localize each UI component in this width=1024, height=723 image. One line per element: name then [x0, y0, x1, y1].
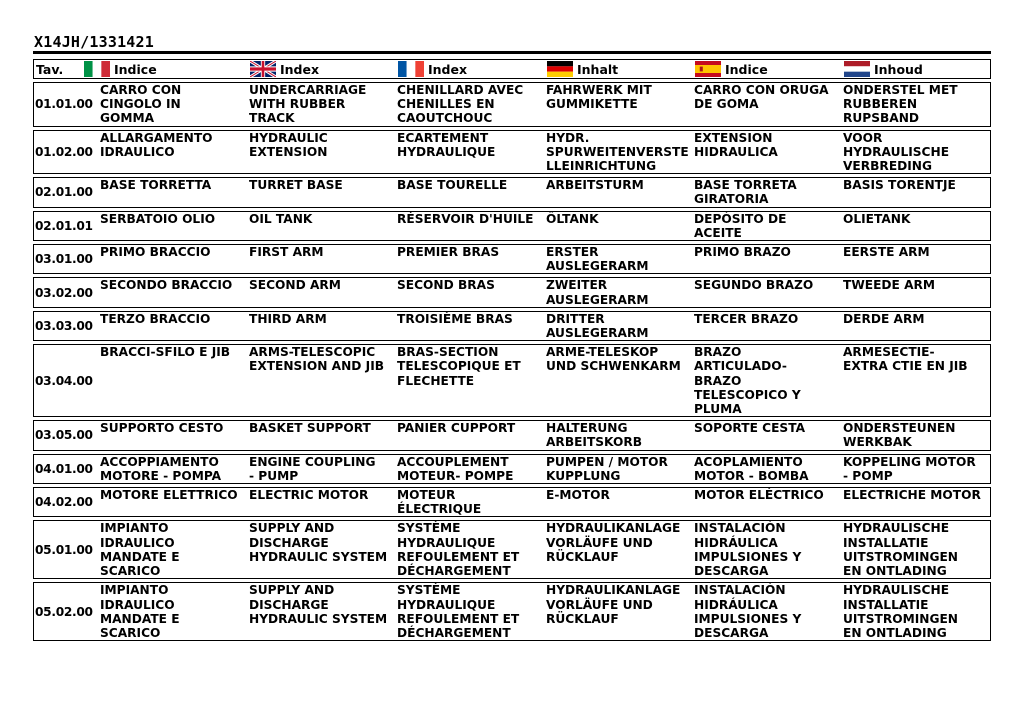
- cell-it: SECONDO BRACCIO: [100, 278, 233, 293]
- cell-fr: RÉSERVOIR D'HUILE: [397, 211, 534, 226]
- header-col-es: [692, 61, 841, 77]
- table-row: [33, 177, 991, 207]
- germany-flag-icon: [547, 61, 573, 77]
- table-row: [33, 454, 991, 484]
- table-row: [33, 420, 991, 450]
- cell-en: THIRD ARM: [249, 311, 327, 326]
- cell-fr: BRAS-SECTION TELESCOPIQUE ET FLECHETTE: [397, 345, 521, 388]
- cell-nl: ELECTRICHE MOTOR: [843, 488, 981, 503]
- cell-de: ÖLTANK: [546, 211, 599, 226]
- table-row: [33, 82, 991, 127]
- cell-it: MOTORE ELETTRICO: [100, 488, 238, 503]
- cell-fr: TROISIÈME BRAS: [397, 311, 513, 326]
- cell-es: CARRO CON ORUGA DE GOMA: [694, 83, 829, 112]
- cell-es: DEPÓSITO DE ACEITE: [694, 211, 787, 240]
- cell-it: TERZO BRACCIO: [100, 311, 211, 326]
- cell-nl: VOOR HYDRAULISCHE VERBREDING: [843, 130, 950, 174]
- spain-flag-icon: [695, 61, 721, 77]
- header-col-de: [544, 61, 692, 77]
- header-label-en: Index: [280, 61, 320, 77]
- row-code: 03.04.00: [35, 373, 93, 388]
- table-row: [33, 277, 991, 307]
- cell-en: UNDERCARRIAGE WITH RUBBER TRACK: [249, 83, 367, 126]
- row-code: 05.02.00: [35, 604, 93, 619]
- netherlands-flag-icon: [844, 61, 870, 77]
- table-row: [33, 211, 991, 241]
- cell-nl: EERSTE ARM: [843, 245, 930, 260]
- cell-nl: KOPPELING MOTOR - POMP: [843, 454, 976, 483]
- cell-nl: HYDRAULISCHE INSTALLATIE UITSTROMINGEN EN ONTLADING: [843, 583, 958, 640]
- cell-fr: SYSTÈME HYDRAULIQUE REFOULEMENT ET DÉCHARGEMENT: [397, 521, 520, 579]
- cell-de: HYDRAULIKANLAGE VORLÄUFE UND RÜCKLAUF: [546, 521, 681, 564]
- cell-de: PUMPEN / MOTOR KUPPLUNG: [546, 454, 668, 483]
- row-code: 02.01.00: [35, 185, 93, 200]
- header-col-fr: [395, 61, 544, 77]
- table-header-row: [33, 59, 991, 79]
- france-flag-icon: [398, 61, 424, 77]
- cell-fr: ECARTEMENT HYDRAULIQUE: [397, 130, 496, 159]
- cell-de: ARME-TELESKOP UND SCHWENKARM: [546, 345, 681, 374]
- cell-it: SERBATOIO OLIO: [100, 211, 216, 226]
- uk-flag-icon: [250, 61, 276, 77]
- row-code: 01.01.00: [35, 97, 93, 112]
- row-code: 02.01.01: [35, 218, 93, 233]
- table-row: [33, 582, 991, 641]
- cell-es: EXTENSION HIDRAULICA: [694, 130, 778, 159]
- cell-de: E-MOTOR: [546, 488, 610, 503]
- cell-en: TURRET BASE: [249, 178, 343, 193]
- row-code: 05.01.00: [35, 542, 93, 557]
- cell-es: INSTALACIÓN HIDRÁULICA IMPULSIONES Y DESCARGA: [694, 521, 802, 579]
- cell-de: HALTERUNG ARBEITSKORB: [546, 421, 642, 450]
- row-code: 03.05.00: [35, 428, 93, 443]
- row-code: 03.02.00: [35, 285, 93, 300]
- row-code: 03.01.00: [35, 252, 93, 267]
- cell-it: SUPPORTO CESTO: [100, 421, 224, 436]
- cell-nl: ARMESECTIE- EXTRA CTIE EN JIB: [843, 345, 968, 374]
- table-row: [33, 520, 991, 579]
- table-body: [33, 82, 991, 641]
- cell-de: ERSTER AUSLEGERARM: [546, 245, 649, 274]
- cell-es: PRIMO BRAZO: [694, 245, 791, 260]
- cell-en: FIRST ARM: [249, 245, 324, 260]
- table-row: [33, 487, 991, 517]
- cell-it: BASE TORRETTA: [100, 178, 212, 193]
- cell-de: ARBEITSTURM: [546, 178, 644, 193]
- cell-en: BASKET SUPPORT: [249, 421, 371, 436]
- cell-es: SEGUNDO BRAZO: [694, 278, 814, 293]
- cell-es: BASE TORRETA GIRATORIA: [694, 178, 797, 207]
- cell-fr: MOTEUR ÉLECTRIQUE: [397, 488, 482, 517]
- cell-es: MOTOR ELÉCTRICO: [694, 488, 824, 503]
- cell-de: DRITTER AUSLEGERARM: [546, 311, 649, 341]
- cell-nl: BASIS TORENTJE: [843, 178, 956, 193]
- cell-fr: PANIER CUPPORT: [397, 421, 516, 436]
- cell-en: ENGINE COUPLING - PUMP: [249, 454, 376, 483]
- cell-en: ARMS-TELESCOPIC EXTENSION AND JIB: [249, 345, 385, 374]
- cell-it: PRIMO BRACCIO: [100, 245, 211, 260]
- cell-nl: ONDERSTEL MET RUBBEREN RUPSBAND: [843, 83, 958, 126]
- header-col-it: [98, 61, 247, 77]
- cell-nl: OLIETANK: [843, 211, 911, 226]
- cell-es: SOPORTE CESTA: [694, 421, 805, 436]
- cell-nl: DERDE ARM: [843, 311, 925, 326]
- header-tav-label: Tav.: [36, 61, 64, 77]
- title-divider: [33, 51, 991, 54]
- index-table: [33, 59, 991, 644]
- italy-flag-icon: [84, 61, 110, 77]
- header-col-en: [247, 61, 395, 77]
- cell-fr: ACCOUPLEMENT MOTEUR- POMPE: [397, 454, 514, 483]
- cell-it: ACCOPPIAMENTO MOTORE - POMPA: [100, 454, 222, 483]
- cell-fr: CHENILLARD AVEC CHENILLES EN CAOUTCHOUC: [397, 83, 524, 126]
- cell-de: HYDR. SPURWEITENVERSTE LLEINRICHTUNG: [546, 130, 689, 174]
- cell-es: ACOPLAMIENTO MOTOR - BOMBA: [694, 454, 809, 483]
- header-label-es: Indice: [725, 61, 768, 77]
- cell-en: SUPPLY AND DISCHARGE HYDRAULIC SYSTEM: [249, 521, 388, 564]
- document-title: X14JH/1331421: [34, 33, 154, 51]
- row-code: 04.01.00: [35, 461, 93, 476]
- header-label-nl: Inhoud: [874, 61, 923, 77]
- cell-en: HYDRAULIC EXTENSION: [249, 130, 328, 159]
- header-label-fr: Index: [428, 61, 468, 77]
- cell-fr: SECOND BRAS: [397, 278, 495, 293]
- table-row: [33, 344, 991, 417]
- cell-it: BRACCI-SFILO E JIB: [100, 345, 231, 360]
- cell-en: SUPPLY AND DISCHARGE HYDRAULIC SYSTEM: [249, 583, 388, 626]
- cell-en: SECOND ARM: [249, 278, 341, 293]
- table-row: [33, 311, 991, 341]
- cell-en: OIL TANK: [249, 211, 313, 226]
- cell-it: IMPIANTO IDRAULICO MANDATE E SCARICO: [100, 583, 180, 640]
- header-label-de: Inhalt: [577, 61, 619, 77]
- cell-nl: TWEEDE ARM: [843, 278, 936, 293]
- cell-fr: BASE TOURELLE: [397, 178, 508, 193]
- cell-en: ELECTRIC MOTOR: [249, 488, 369, 503]
- cell-it: CARRO CON CINGOLO IN GOMMA: [100, 83, 182, 126]
- cell-it: ALLARGAMENTO IDRAULICO: [100, 130, 213, 159]
- row-code: 03.03.00: [35, 318, 93, 333]
- row-code: 01.02.00: [35, 144, 93, 159]
- header-label-it: Indice: [114, 61, 157, 77]
- header-col-nl: [841, 61, 992, 77]
- cell-de: HYDRAULIKANLAGE VORLÄUFE UND RÜCKLAUF: [546, 583, 681, 626]
- cell-de: ZWEITER AUSLEGERARM: [546, 278, 649, 307]
- cell-fr: PREMIER BRAS: [397, 245, 500, 260]
- cell-fr: SYSTÈME HYDRAULIQUE REFOULEMENT ET DÉCHARGEMENT: [397, 583, 520, 640]
- table-row: [33, 130, 991, 175]
- cell-de: FAHRWERK MIT GUMMIKETTE: [546, 83, 652, 112]
- cell-nl: ONDERSTEUNEN WERKBAK: [843, 421, 956, 450]
- cell-es: TERCER BRAZO: [694, 311, 799, 326]
- cell-nl: HYDRAULISCHE INSTALLATIE UITSTROMINGEN EN ONTLADING: [843, 521, 958, 579]
- cell-es: INSTALACIÓN HIDRÁULICA IMPULSIONES Y DESCARGA: [694, 583, 802, 640]
- cell-it: IMPIANTO IDRAULICO MANDATE E SCARICO: [100, 521, 180, 579]
- cell-es: BRAZO ARTICULADO- BRAZO TELESCOPICO Y PLUMA: [694, 345, 801, 417]
- row-code: 04.02.00: [35, 495, 93, 510]
- table-row: [33, 244, 991, 274]
